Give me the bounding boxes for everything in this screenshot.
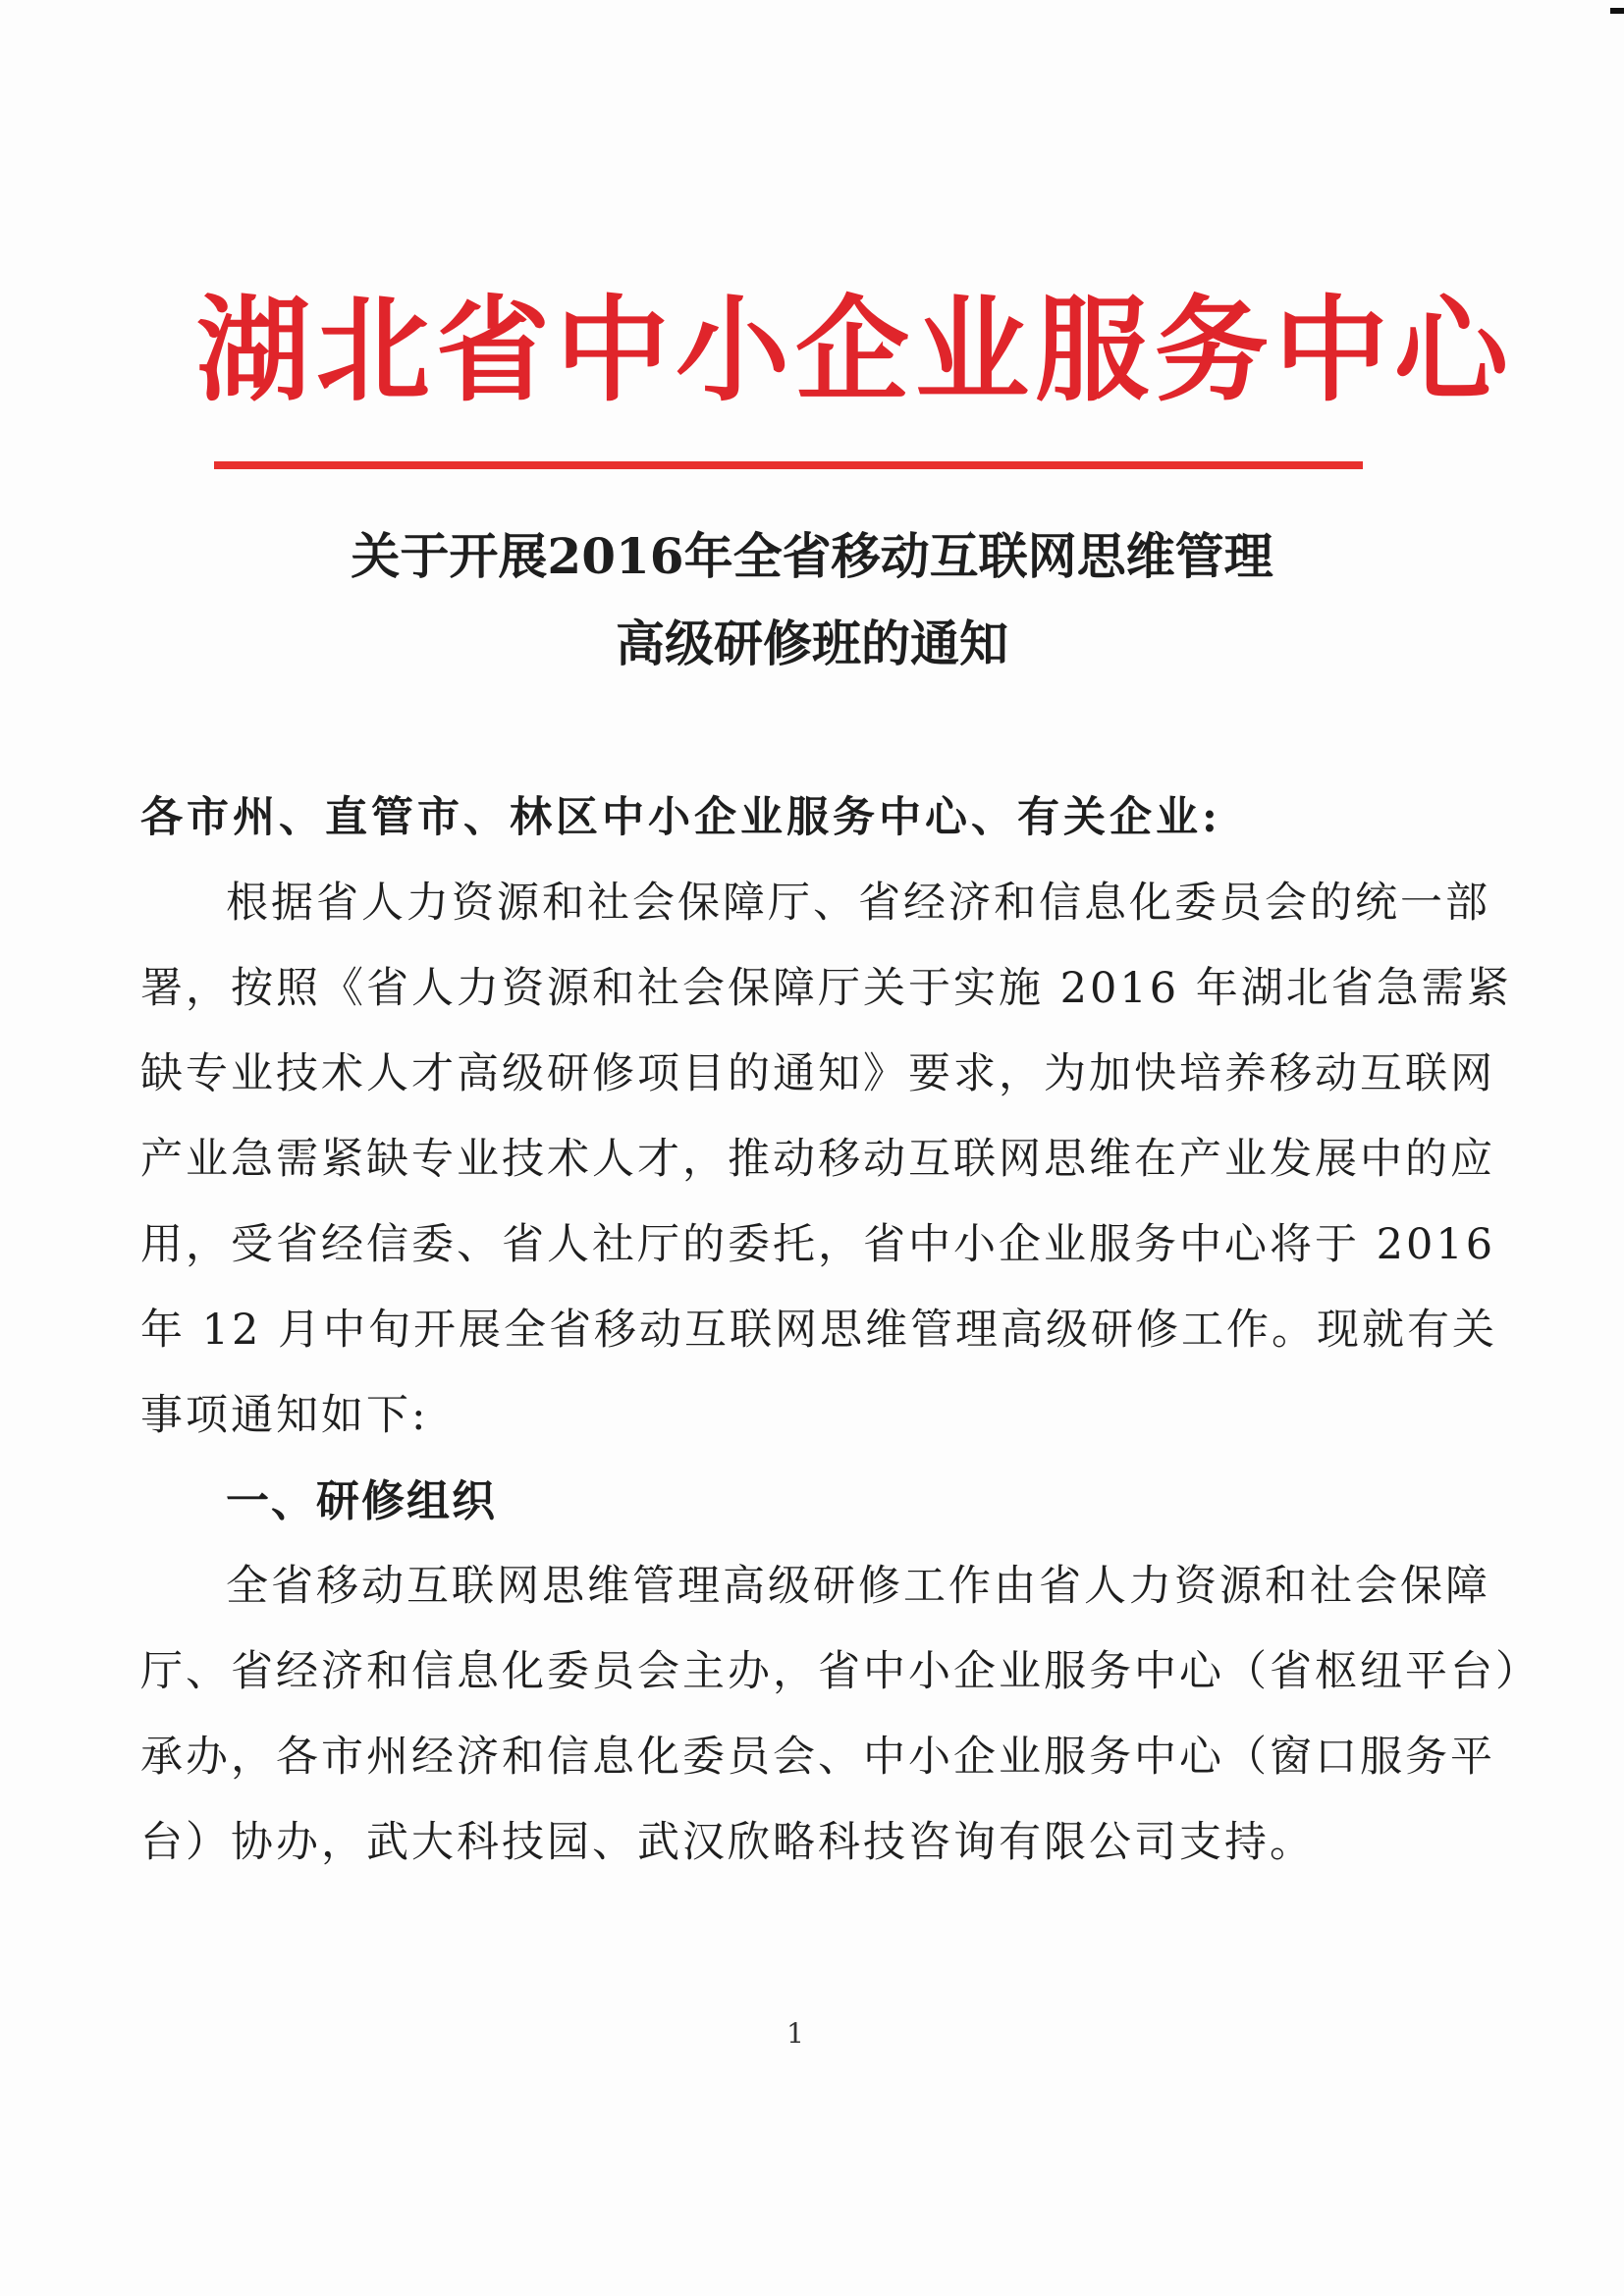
letterhead-red-rule — [214, 461, 1363, 469]
paragraph-1-line: 产业急需紧缺专业技术人才，推动移动互联网思维在产业发展中的应 — [140, 1135, 1495, 1184]
paragraph-1-line: 事项通知如下: — [140, 1391, 429, 1440]
letterhead-issuer: 湖北省中小企业服务中心 — [196, 284, 1514, 417]
salutation: 各市州、直管市、林区中小企业服务中心、有关企业: — [140, 793, 1221, 842]
paragraph-2-line: 全省移动互联网思维管理高级研修工作由省人力资源和社会保障 — [226, 1562, 1490, 1611]
paragraph-1-line: 缺专业技术人才高级研修项目的通知》要求，为加快培养移动互联网 — [140, 1049, 1495, 1098]
paragraph-2-line: 台）协办，武大科技园、武汉欣略科技咨询有限公司支持。 — [140, 1818, 1315, 1867]
notice-title-line-2: 高级研修班的通知 — [616, 614, 1008, 672]
notice-title-line-1: 关于开展2016年全省移动互联网思维管理 — [351, 527, 1273, 585]
paragraph-1-line: 用，受省经信委、省人社厅的委托，省中小企业服务中心将于 2016 — [140, 1220, 1496, 1269]
paragraph-2-line: 厅、省经济和信息化委员会主办，省中小企业服务中心（省枢纽平台） — [140, 1647, 1541, 1696]
paragraph-1-line: 根据省人力资源和社会保障厅、省经济和信息化委员会的统一部 — [226, 879, 1490, 928]
paragraph-1-line: 年 12 月中旬开展全省移动互联网思维管理高级研修工作。现就有关 — [140, 1306, 1498, 1355]
paragraph-1-line: 署，按照《省人力资源和社会保障厅关于实施 2016 年湖北省急需紧 — [140, 964, 1512, 1013]
section-1-heading: 一、研修组织 — [226, 1476, 497, 1526]
paragraph-2-line: 承办，各市州经济和信息化委员会、中小企业服务中心（窗口服务平 — [140, 1733, 1495, 1782]
page-number: 1 — [786, 2017, 804, 2050]
scan-corner-mark — [1610, 8, 1624, 14]
